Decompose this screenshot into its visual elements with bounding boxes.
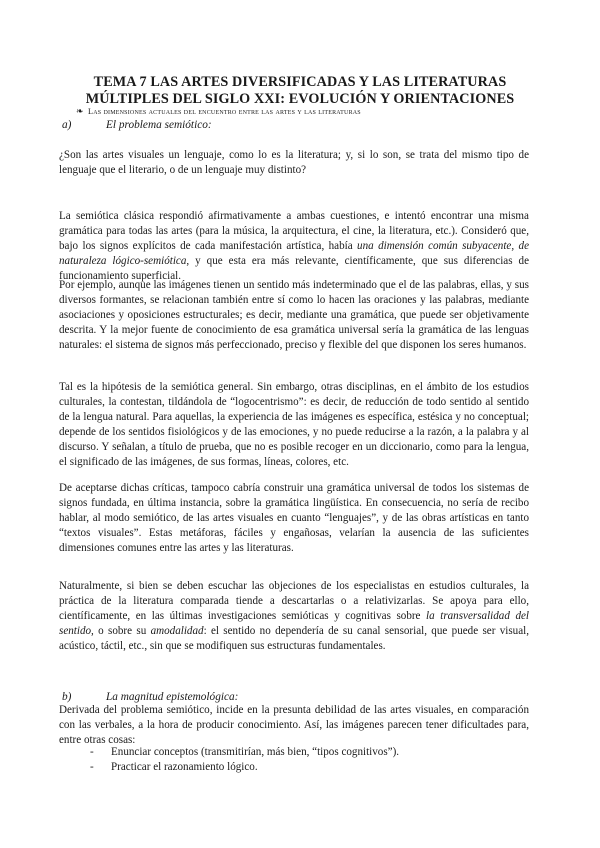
section-subtitle [76,106,556,117]
paragraph-6: Naturalmente, si bien se deben escuchar las objeciones de los especialistas en estudios culturales, la práctica de la literatura comparada tiende a descartarlas o a relativizarlas. Se apoya para ello, científicamente, en las últimas investigaciones semióticas y cognitivas sobre la transversalidad del sentido, o sobre su amodalidad: el sentido no dependería de su canal sensorial, que puede ser visual, acústico, táctil, etc., sin que se modifiquen sus estructuras fundamentales. [59,580,529,652]
section-a-heading [62,118,212,132]
section-b-letter: b) [62,691,72,703]
dash-list [59,745,529,775]
list-item: - Practicar el razonamiento lógico. [90,761,258,773]
emphasis-amodalidad: amodalidad [150,624,204,637]
paragraph-3: Por ejemplo, aunque las imágenes tienen un sentido más indeterminado que el de las palabras, ellas, y sus diversos formantes, se relacionan también entre sí como lo hacen las oraciones y las palabras, mediante asociaciones y oposiciones estructurales; es decir, mediante una gramática, que puede ser objetivamente descrita. Y la mejor fuente de conocimiento de esa gramática universal sería la gramática de las lenguas naturales: el sistema de signos más perfeccionado, preciso y flexible del que disponen los seres humanos. [59,279,529,351]
paragraph-4: Tal es la hipótesis de la semiótica general. Sin embargo, otras disciplinas, en el ámbito de los estudios culturales, la contestan, tildándola de “logocentrismo”: es decir, de reducción de todo sentido al sentido de la lengua natural. Para aquellas, la experiencia de las imágenes es específica, estésica y no conceptual; depende de los sentidos fisiológicos y de las emociones, y no puede reducirse a la razón, a la palabra y al discurso. Y señalan, a título de prueba, que no es posible recoger en un diccionario, como para la lengua, el significado de las imágenes, de sus formas, líneas, colores, etc. [59,381,529,468]
emphasis-transversalidad: la transversalidad del sentido, [59,609,529,637]
section-a-letter: a) [62,119,72,131]
paragraph-1: ¿Son las artes visuales un lenguaje, como lo es la literatura; y, si lo son, se trata del mismo tipo de lenguaje que el literario, o de un lenguaje muy distinto? [59,149,529,176]
section-b-heading [62,690,238,704]
section-b-title: La magnitud epistemológica: [106,691,239,703]
dash-bullet: - [90,746,94,758]
emphasis-dimension: una dimensión común subyacente, de naturaleza lógico-semiótica [59,239,529,267]
paragraph-b: Derivada del problema semiótico, incide en la presunta debilidad de las artes visuales, en comparación con las verbales, a la hora de producir conocimiento. Así, las imágenes parecen tener dificultades para, entre otras cosas: [59,704,529,746]
paragraph-5: De aceptarse dichas críticas, tampoco cabría construir una gramática universal de todos los sistemas de signos fundada, en última instancia, sobre la gramática lingüística. En consecuencia, no sería de recibo hablar, al modo semiótico, de las artes visuales en cuanto “lenguajes”, y de las obras artísticas en tanto “textos visuales”. Estas metáforas, fáciles y engañosas, velarían la ausencia de las suficientes dimensiones comunes entre las artes y las literaturas. [59,482,529,554]
section-a-title: El problema semiótico: [106,119,212,131]
document-title: TEMA 7 LAS ARTES DIVERSIFICADAS Y LAS LITERATURAS MÚLTIPLES DEL SIGLO XXI: EVOLUCIÓN Y ORIENTACIONES [85,74,515,107]
dash-bullet: - [90,761,94,773]
list-item: - Enunciar conceptos (transmitirían, más bien, “tipos cognitivos”). [90,746,400,758]
fleuron-icon: ❧ [76,106,84,116]
subtitle-text: Las dimensiones actuales del encuentro entre las artes y las literaturas [88,107,361,116]
paragraph-2: La semiótica clásica respondió afirmativamente a ambas cuestiones, e intentó encontrar una misma gramática para todas las artes (para la música, la arquitectura, el cine, la literatura, etc.). Consideró que, bajo los signos explícitos de cada manifestación artística, había una dimensión común subyacente, de naturaleza lógico-semiótica, y que esta era más relevante, científicamente, que sus diferencias de funcionamiento superficial. [59,210,529,282]
